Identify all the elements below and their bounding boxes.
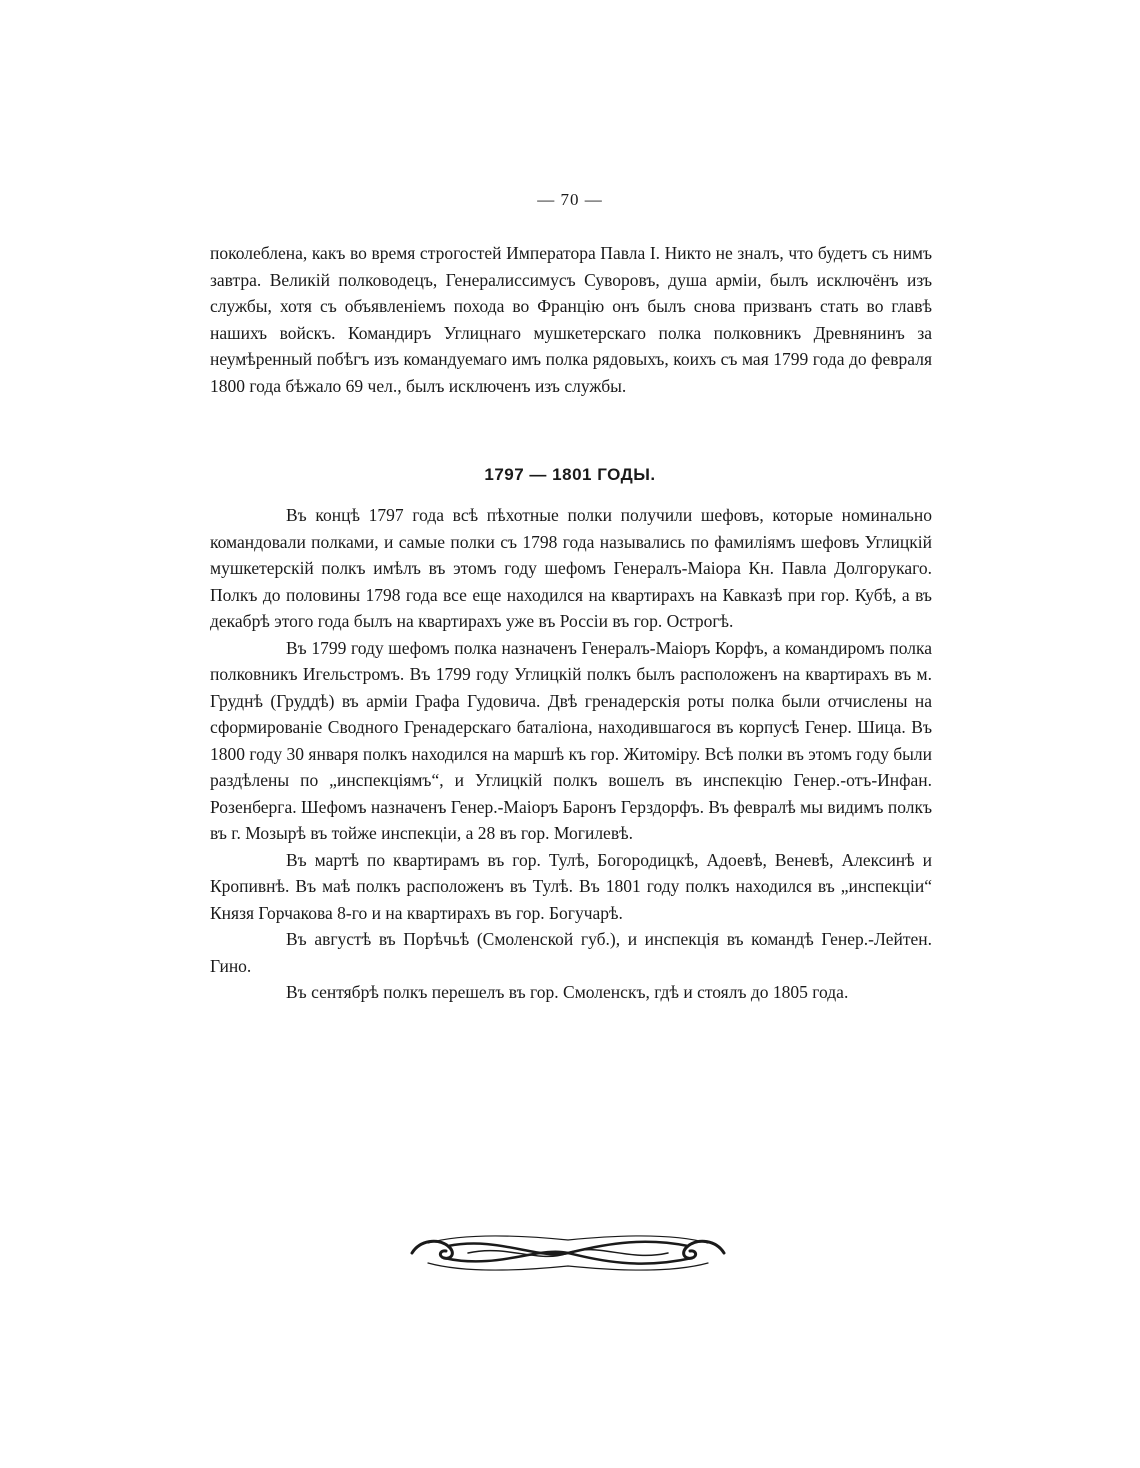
- paragraph-1797: Въ концѣ 1797 года всѣ пѣхотные полки получили шефовъ, которые номинально командовали полками, и самые полки съ 1798 года назывались по фамиліямъ шефовъ Углицкій мушкетерскій полкъ имѣлъ въ этомъ году шефомъ Генералъ-Маіора Кн. Павла Долгорукаго. Полкъ до половины 1798 года все еще находился на квартирахъ на Кавказѣ при гор. Кубѣ, а въ декабрѣ этого года былъ на квартирахъ уже въ Россіи въ гор. Острогѣ.: [210, 505, 932, 631]
- intro-text-block: [210, 240, 932, 399]
- paragraph-august: Въ августѣ въ Порѣчьѣ (Смоленской губ.), и инспекція въ командѣ Генер.-Лейтен. Гино.: [210, 929, 932, 976]
- page-number: — 70 —: [537, 190, 603, 209]
- intro-paragraph: поколеблена, какъ во время строгостей Императора Павла I. Никто не зналъ, что будетъ съ нимъ завтра. Великій полководецъ, Генералиссимусъ Суворовъ, душа арміи, былъ исключёнъ изъ службы, хотя съ объявленіемъ похода во Францію онъ былъ снова призванъ стать во главѣ нашихъ войскъ. Командиръ Углицнаго мушкетерскаго полка полковникъ Древнянинъ за неумѣренный побѣгъ изъ командуемаго имъ полка рядовыхъ, коихъ съ мая 1799 года до февраля 1800 года бѣжало 69 чел., былъ исключенъ изъ службы.: [210, 243, 932, 396]
- paragraph-1799: Въ 1799 году шефомъ полка назначенъ Генералъ-Маіоръ Корфъ, а командиромъ полка полковникъ Игельстромъ. Въ 1799 году Углицкій полкъ былъ расположенъ на квартирахъ въ м. Груднѣ (Груддѣ) въ арміи Графа Гудовича. Двѣ гренадерскія роты полка были отчислены на сформированіе Сводного Гренадерскаго баталіона, находившагося въ корпусѣ Генер. Шица. Въ 1800 году 30 января полкъ находился на маршѣ къ гор. Житоміру. Всѣ полки въ этомъ году были раздѣлены по „инспекціямъ“, и Углицкій полкъ вошелъ въ инспекцію Генер.-отъ-Инфан. Розенберга. Шефомъ назначенъ Генер.-Маіоръ Баронъ Герздорфъ. Въ февралѣ мы видимъ полкъ въ г. Мозырѣ въ тойже инспекціи, а 28 въ гор. Могилевѣ.: [210, 637, 932, 843]
- paragraph-march: Въ мартѣ по квартирамъ въ гор. Тулѣ, Богородицкѣ, Адоевѣ, Веневѣ, Алексинѣ и Кропивнѣ. Въ маѣ полкъ расположенъ въ Тулѣ. Въ 1801 году полкъ находился въ „инспекціи“ Князя Горчакова 8-го и на квартирахъ въ гор. Богучарѣ.: [210, 849, 932, 923]
- decorative-scroll-ornament-icon: [408, 1230, 728, 1276]
- section-heading: 1797 — 1801 ГОДЫ.: [484, 465, 656, 484]
- section-body: [210, 502, 932, 1006]
- paragraph-september: Въ сентябрѣ полкъ перешелъ въ гор. Смоленскъ, гдѣ и стоялъ до 1805 года.: [286, 982, 849, 1002]
